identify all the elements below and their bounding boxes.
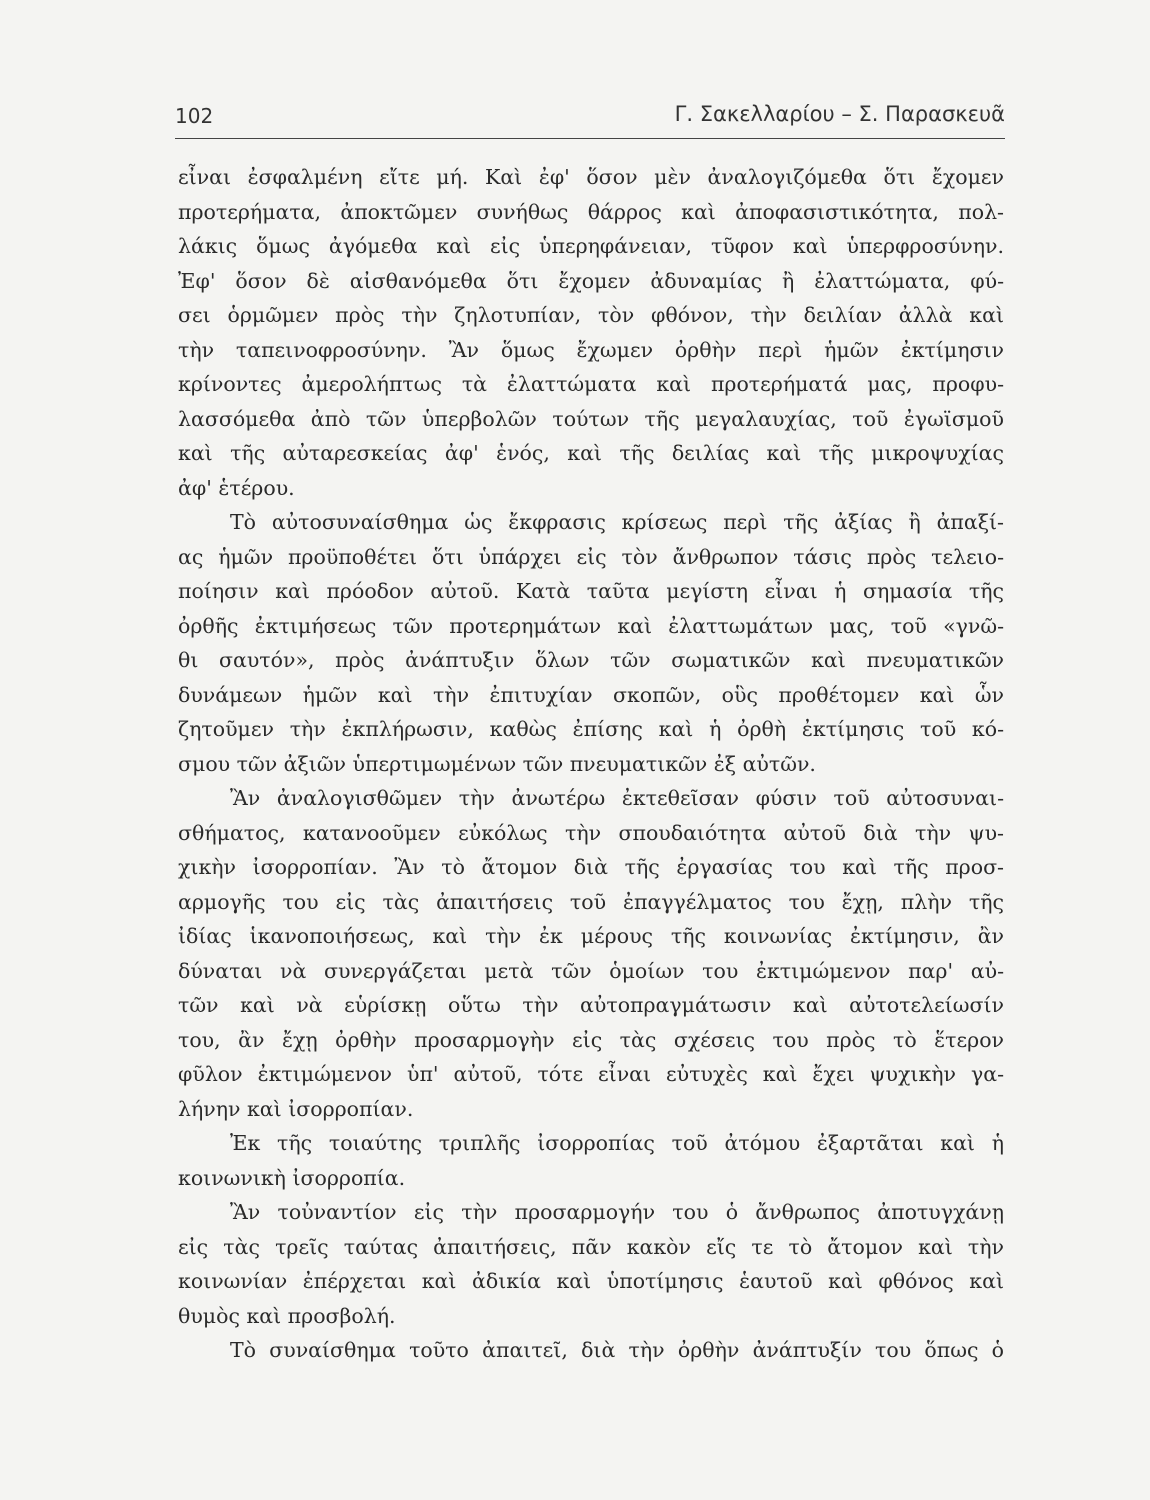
page-header — [175, 98, 1005, 138]
text-line: λάκις ὅμως ἀγόμεθα καὶ εἰς ὑπερηφάνειαν, τῦφον καὶ ὑπερφροσύνην. — [178, 234, 1004, 258]
text-line: ἰδίας ἱκανοποιήσεως, καὶ τὴν ἐκ μέρους τῆς κοινωνίας ἐκτίμησιν, ἂν — [178, 924, 1004, 948]
text-line: τὴν ταπεινοφροσύνην. Ἂν ὅμως ἔχωμεν ὀρθὴν περὶ ἡμῶν ἐκτίμησιν — [178, 337, 1004, 362]
text-line: λασσόμεθα ἀπὸ τῶν ὑπερβολῶν τούτων τῆς μεγαλαυχίας, τοῦ ἐγωϊσμοῦ — [178, 406, 1004, 431]
text-line: λήνην καὶ ἰσορροπίαν. — [178, 1096, 414, 1121]
text-line: καὶ τῆς αὐταρεσκείας ἀφ' ἑνός, καὶ τῆς δειλίας καὶ τῆς μικροψυχίας — [178, 441, 1004, 465]
body-text — [178, 160, 1004, 1368]
text-line: εἶναι ἐσφαλμένη εἴτε μή. Καὶ ἐφ' ὅσον μὲν ἀναλογιζόμεθα ὅτι ἔχομεν — [178, 165, 1004, 189]
running-head: Γ. Σακελλαρίου – Σ. Παρασκευᾶ — [674, 102, 1005, 126]
text-line: ἀφ' ἑτέρου. — [178, 475, 295, 500]
text-line: σθήματος, κατανοοῦμεν εὐκόλως τὴν σπουδαιότητα αὐτοῦ διὰ τὴν ψυ- — [178, 820, 1004, 845]
text-line: θι σαυτόν», πρὸς ἀνάπτυξιν ὅλων τῶν σωματικῶν καὶ πνευματικῶν — [178, 648, 1004, 672]
text-line: ζητοῦμεν τὴν ἐκπλήρωσιν, καθὼς ἐπίσης καὶ ἡ ὀρθὴ ἐκτίμησις τοῦ κό- — [178, 717, 1004, 741]
text-line: κοινωνικὴ ἰσορροπία. — [178, 1165, 406, 1190]
text-line: εἰς τὰς τρεῖς ταύτας ἀπαιτήσεις, πᾶν κακὸν εἴς τε τὸ ἄτομον καὶ τὴν — [178, 1234, 1004, 1259]
page-number: 102 — [175, 104, 214, 128]
text-line: σει ὁρμῶμεν πρὸς τὴν ζηλοτυπίαν, τὸν φθόνον, τὴν δειλίαν ἀλλὰ καὶ — [178, 303, 1004, 327]
text-line: Ἂν τοὐναντίον εἰς τὴν προσαρμογήν του ὁ ἄνθρωπος ἀποτυγχάνῃ — [230, 1200, 1004, 1224]
text-line: ας ἡμῶν προϋποθέτει ὅτι ὑπάρχει εἰς τὸν ἄνθρωπον τάσις πρὸς τελειο- — [178, 544, 1004, 569]
text-line: Τὸ αὐτοσυναίσθημα ὡς ἔκφρασις κρίσεως περὶ τῆς ἀξίας ἢ ἀπαξί- — [230, 510, 1004, 534]
text-line: Ἐφ' ὅσον δὲ αἰσθανόμεθα ὅτι ἔχομεν ἀδυναμίας ἢ ἐλαττώματα, φύ- — [178, 268, 1004, 293]
text-line: τῶν καὶ νὰ εὑρίσκῃ οὕτω τὴν αὐτοπραγμάτωσιν καὶ αὐτοτελείωσίν — [178, 993, 1004, 1017]
text-line: κρίνοντες ἀμερολήπτως τὰ ἐλαττώματα καὶ προτερήματά μας, προφυ- — [178, 372, 1004, 396]
text-line: του, ἂν ἔχῃ ὀρθὴν προσαρμογὴν εἰς τὰς σχέσεις του πρὸς τὸ ἕτερον — [178, 1027, 1004, 1052]
text-line: δυνάμεων ἡμῶν καὶ τὴν ἐπιτυχίαν σκοπῶν, οὓς προθέτομεν καὶ ὧν — [178, 682, 1004, 707]
text-line: κοινωνίαν ἐπέρχεται καὶ ἀδικία καὶ ὑποτίμησις ἑαυτοῦ καὶ φθόνος καὶ — [178, 1269, 1004, 1293]
header-rule — [175, 138, 1005, 139]
text-line: δύναται νὰ συνεργάζεται μετὰ τῶν ὁμοίων του ἐκτιμώμενον παρ' αὐ- — [178, 958, 1004, 983]
text-line: σμου τῶν ἀξιῶν ὑπερτιμωμένων τῶν πνευματικῶν ἐξ αὐτῶν. — [178, 751, 816, 776]
text-line: Ἂν ἀναλογισθῶμεν τὴν ἀνωτέρω ἐκτεθεῖσαν φύσιν τοῦ αὐτοσυναι- — [230, 786, 1004, 810]
text-line: Τὸ συναίσθημα τοῦτο ἀπαιτεῖ, διὰ τὴν ὀρθὴν ἀνάπτυξίν του ὅπως ὁ — [230, 1338, 1004, 1362]
text-line: Ἐκ τῆς τοιαύτης τριπλῆς ἰσορροπίας τοῦ ἀτόμου ἐξαρτᾶται καὶ ἡ — [230, 1131, 1004, 1155]
text-line: φῦλον ἐκτιμώμενον ὑπ' αὐτοῦ, τότε εἶναι εὐτυχὲς καὶ ἔχει ψυχικὴν γα- — [178, 1062, 1004, 1086]
text-line: θυμὸς καὶ προσβολή. — [178, 1303, 396, 1328]
text-line: αρμογῆς του εἰς τὰς ἀπαιτήσεις τοῦ ἐπαγγέλματος του ἔχῃ, πλὴν τῆς — [178, 889, 1004, 914]
text-line: προτερήματα, ἀποκτῶμεν συνήθως θάρρος καὶ ἀποφασιστικότητα, πολ- — [178, 199, 1004, 224]
text-line: χικὴν ἰσορροπίαν. Ἂν τὸ ἄτομον διὰ τῆς ἐργασίας του καὶ τῆς προσ- — [178, 855, 1004, 879]
text-line: ὀρθῆς ἐκτιμήσεως τῶν προτερημάτων καὶ ἐλαττωμάτων μας, τοῦ «γνῶ- — [178, 613, 1004, 638]
text-line: ποίησιν καὶ πρόοδον αὐτοῦ. Κατὰ ταῦτα μεγίστη εἶναι ἡ σημασία τῆς — [178, 579, 1004, 603]
